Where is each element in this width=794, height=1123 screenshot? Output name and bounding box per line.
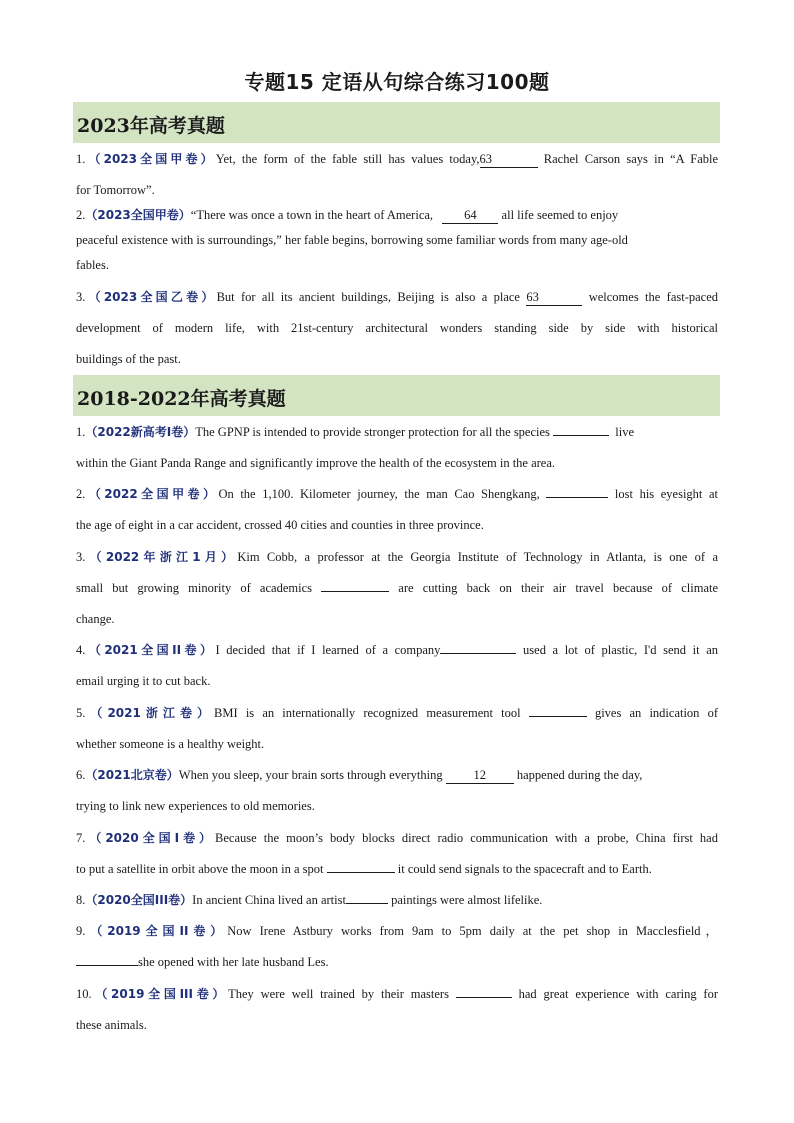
question-source: （2023全国甲卷） bbox=[85, 152, 216, 166]
question-line: 10.（2019全国III卷）They were well trained by their masters had great experience with caring for bbox=[76, 979, 718, 1010]
answer-blank[interactable] bbox=[321, 576, 389, 592]
question-line: 8.（2020全国III卷）In ancient China lived an artist paintings were almost lifelike. bbox=[76, 885, 718, 916]
question-line: small but growing minority of academics are cutting back on their air travel because of climate bbox=[76, 573, 718, 604]
question-4 bbox=[76, 635, 718, 697]
question-line: email urging it to cut back. bbox=[76, 674, 211, 688]
answer-blank[interactable]: 12 bbox=[446, 768, 514, 784]
question-10 bbox=[76, 979, 718, 1041]
question-line: 1.（2023全国甲卷）Yet, the form of the fable still has values today,63 Rachel Carson says in “A Fable bbox=[76, 152, 719, 166]
question-line: for Tomorrow”. bbox=[76, 183, 155, 197]
question-6 bbox=[76, 760, 718, 822]
answer-blank[interactable] bbox=[529, 701, 587, 717]
question-line: to put a satellite in orbit above the moon in a spot it could send signals to the spacecraft and to Earth. bbox=[76, 854, 718, 885]
question-source: （2021浙江卷） bbox=[85, 706, 215, 720]
question-source: （2022新高考I卷） bbox=[85, 425, 196, 439]
question-line: 7.（2020全国I卷）Because the moon’s body blocks direct radio communication with a probe, China first had bbox=[76, 831, 718, 845]
question-line: peaceful existence with is surroundings,” her fable begins, borrowing some familiar words from many age-old bbox=[76, 233, 628, 247]
section-title: 2018-2022年高考真题 bbox=[77, 388, 286, 410]
answer-blank[interactable] bbox=[440, 638, 516, 654]
question-source: （2019全国III卷） bbox=[91, 987, 229, 1001]
question-2023-3 bbox=[76, 282, 718, 375]
question-line: trying to link new experiences to old memories. bbox=[76, 799, 315, 813]
question-3 bbox=[76, 542, 718, 635]
question-line: 3.（2022年浙江1月）Kim Cobb, a professor at the Georgia Institute of Technology in Atlanta, is one of a bbox=[76, 550, 719, 564]
question-source: （2021全国II卷） bbox=[85, 643, 216, 657]
question-line: 1.（2022新高考I卷）The GPNP is intended to provide stronger protection for all the species live bbox=[76, 417, 718, 448]
question-line: 5.（2021浙江卷）BMI is an internationally recognized measurement tool gives an indication of bbox=[76, 698, 718, 729]
question-source: （2023全国甲卷） bbox=[85, 208, 191, 222]
section-title: 2023年高考真题 bbox=[77, 115, 225, 137]
question-2 bbox=[76, 479, 718, 541]
section-header-2018-2022 bbox=[73, 375, 720, 416]
answer-blank[interactable]: 63 bbox=[526, 290, 582, 306]
question-line: the age of eight in a car accident, crossed 40 cities and counties in three province. bbox=[76, 518, 484, 532]
question-source: （2023全国乙卷） bbox=[85, 290, 217, 304]
question-line: development of modern life, with 21st-century architectural wonders standing side by side with historical bbox=[76, 321, 718, 335]
question-line: 9.（2019全国II卷）Now Irene Astbury works from 9am to 5pm daily at the pet shop in Macclesfield， bbox=[76, 924, 718, 938]
answer-blank[interactable]: 63 bbox=[480, 152, 538, 168]
answer-blank[interactable] bbox=[553, 420, 609, 436]
question-line: 2.（2023全国甲卷）“There was once a town in the heart of America, 64 all life seemed to enjoy bbox=[76, 208, 619, 222]
question-8 bbox=[76, 885, 718, 916]
question-source: （2019全国II卷） bbox=[85, 924, 228, 938]
question-source: （2020全国III卷） bbox=[85, 893, 193, 907]
answer-blank[interactable] bbox=[546, 482, 608, 498]
question-line: within the Giant Panda Range and significantly improve the health of the ecosystem in the area. bbox=[76, 456, 556, 470]
question-line: buildings of the past. bbox=[76, 352, 181, 366]
question-1 bbox=[76, 417, 718, 479]
question-line: 3.（2023全国乙卷）But for all its ancient buildings, Beijing is also a place 63 welcomes the fast-paced bbox=[76, 290, 719, 304]
question-line: change. bbox=[76, 612, 115, 626]
answer-blank[interactable] bbox=[456, 982, 512, 998]
document-title: 专题15 定语从句综合练习100题 bbox=[244, 70, 550, 94]
answer-blank[interactable]: 64 bbox=[442, 208, 498, 224]
question-line: 4.（2021全国II卷）I decided that if I learned of a company used a lot of plastic, I'd send it an bbox=[76, 635, 718, 666]
answer-blank[interactable] bbox=[76, 950, 138, 966]
question-source: （2021北京卷） bbox=[85, 768, 179, 782]
question-line: these animals. bbox=[76, 1018, 147, 1032]
question-2023-1 bbox=[76, 144, 718, 206]
question-5 bbox=[76, 698, 718, 760]
question-source: （2022年浙江1月） bbox=[85, 550, 238, 564]
question-source: （2020全国I卷） bbox=[85, 831, 216, 845]
question-line: 6.（2021北京卷）When you sleep, your brain sorts through everything 12 happened during the day, bbox=[76, 768, 643, 782]
question-9 bbox=[76, 916, 718, 978]
question-line: she opened with her late husband Les. bbox=[76, 947, 718, 978]
question-line: 2.（2022全国甲卷）On the 1,100. Kilometer journey, the man Cao Shengkang, lost his eyesight at bbox=[76, 479, 718, 510]
question-2023-2 bbox=[76, 203, 718, 278]
section-header-2023 bbox=[73, 102, 720, 143]
question-line: fables. bbox=[76, 258, 109, 272]
question-source: （2022全国甲卷） bbox=[85, 487, 219, 501]
answer-blank[interactable] bbox=[327, 857, 395, 873]
answer-blank[interactable] bbox=[346, 888, 388, 904]
question-line: whether someone is a healthy weight. bbox=[76, 737, 265, 751]
question-7 bbox=[76, 823, 718, 885]
